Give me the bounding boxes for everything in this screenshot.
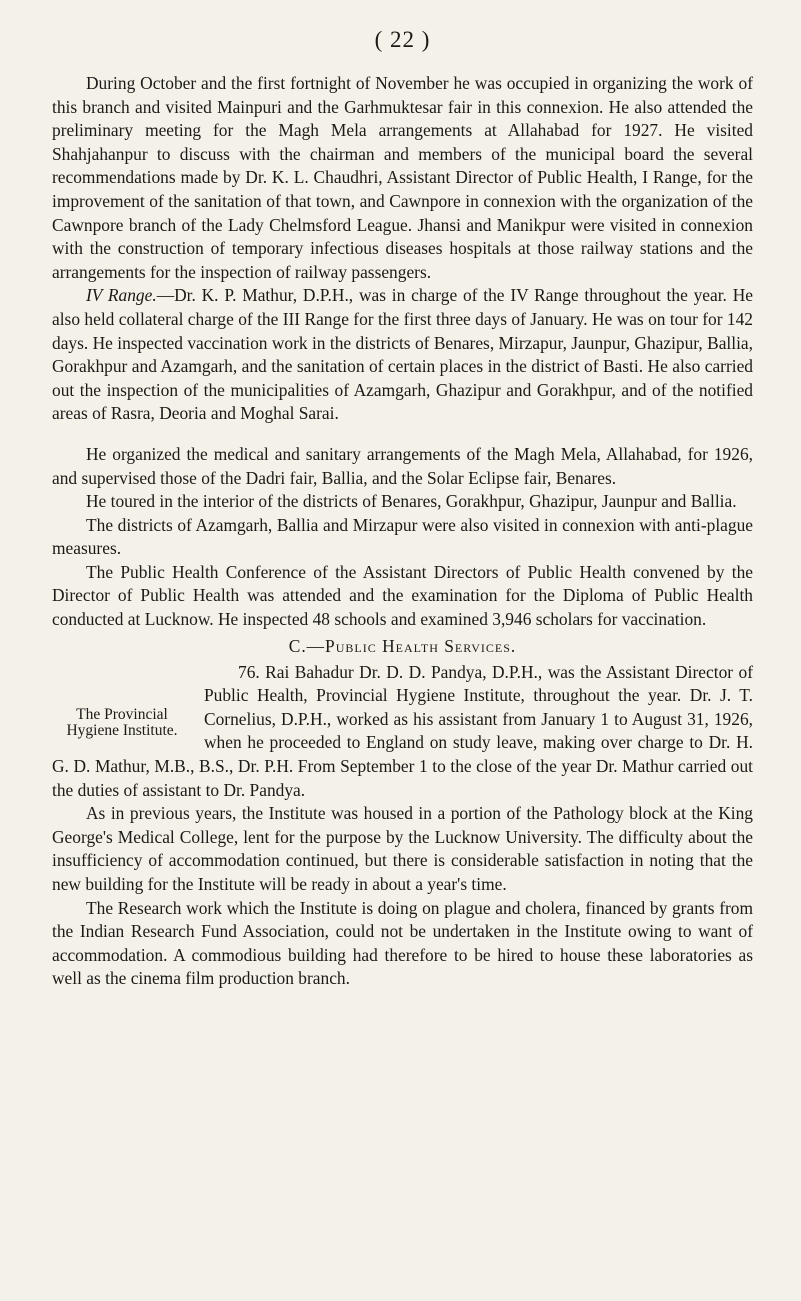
paragraph-toured: He toured in the interior of the districts of Benares, Gorakhpur, Ghazipur, Jaunpur and Ballia. bbox=[86, 491, 737, 512]
section-heading: C.—Public Health Services. bbox=[288, 635, 517, 656]
paragraph-accommodation: As in previous years, the Institute was housed in a portion of the Pathology block at the King George's Medical College, lent for the purpose by the Lucknow University. The difficulty about the insufficiency of accommodation continued, but there is considerable satisfaction in noting that the new building for the Institute will be ready in about a year's time. bbox=[52, 803, 753, 894]
page-number: ( 22 ) bbox=[374, 27, 431, 52]
side-note-hygiene-institute: The Provincial Hygiene Institute. bbox=[66, 705, 178, 739]
paragraph-magh-mela: He organized the medical and sanitary arrangements of the Magh Mela, Allahabad, for 1926, and supervised those of the Dadri fair, Ballia, and the Solar Eclipse fair, Benares. bbox=[52, 443, 753, 488]
paragraph-research-work: The Research work which the Institute is doing on plague and cholera, financed by grants from the Indian Research Fund Association, could not be undertaken in the Institute owing to want of accommodation. A commodious building had therefore to be hired to house these laboratories as well as the cinema film production branch. bbox=[52, 897, 753, 989]
paragraph-organizing-branch: During October and the first fortnight of November he was occupied in organizing the work of this branch and visited Mainpuri and the Garhmuktesar fair in this connexion. He also attended the preliminary meeting for the Magh Mela arrangements at Allahabad for 1927. He visited Shahjahanpur to discuss with the chairman and members of the municipal board the several recommendations made by Dr. K. L. Chaudhri, Assistant Director of Public Health, I Range, for the improvement of the sanitation of that town, and Cawnpore in connexion with the organization of the Cawnpore branch of the Lady Chelmsford League. Jhansi and Manikpur were visited in connexion with the construction of temporary infectious diseases hospitals at those railway stations and the arrangements for the inspection of railway passengers. bbox=[52, 73, 753, 282]
range-title: IV Range. bbox=[86, 285, 157, 306]
paragraph-assistant-director: 76. Rai Bahadur Dr. D. D. Pandya, D.P.H., was the Assistant Director of Public Health, Provincial Hygiene Institute, throughout the year. Dr. J. T. Cornelius, D.P.H., worked as his assistant from January 1 to August 31, 1926, when he proceeded to England on study leave, making over charge to Dr. H. G. D. Mathur, M.B., B.S., Dr. P.H. From September 1 to the close of the year Dr. Mathur carried out the duties of assistant to Dr. Pandya. bbox=[52, 661, 753, 800]
paragraph-anti-plague: The districts of Azamgarh, Ballia and Mirzapur were also visited in connexion with anti-plague measures. bbox=[52, 514, 753, 559]
paragraph-conference: The Public Health Conference of the Assistant Directors of Public Health convened by the Director of Public Health was attended and the examination for the Diploma of Public Health conducted at Lucknow. He inspected 48 schools and examined 3,946 scholars for vaccination. bbox=[52, 561, 753, 630]
paragraph-iv-range bbox=[52, 284, 753, 426]
range-body: —Dr. K. P. Mathur, D.P.H., was in charge of the IV Range throughout the year. He also held collateral charge of the III Range for the first three days of January. He was on tour for 142 days. He inspected vaccination work in the districts of Benares, Mirzapur, Jaunpur, Ghazipur, Ballia, Gorakhpur and Azamgarh, and the sanitation of certain places in the district of Basti. He also carried out the inspection of the municipalities of Azamgarh, Ghazipur and Gorakhpur, and of the notified areas of Rasra, Deoria and Moghal Sarai. bbox=[52, 285, 753, 424]
